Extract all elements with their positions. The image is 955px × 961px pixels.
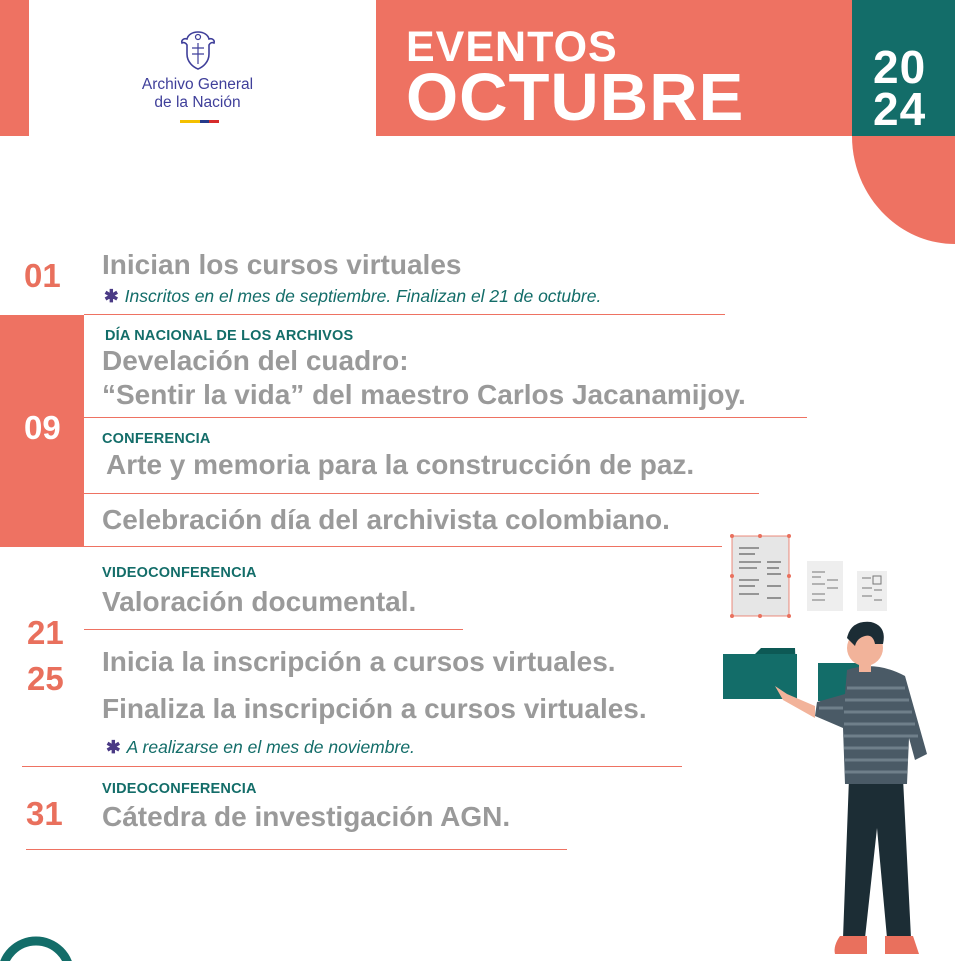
event-label: CONFERENCIA [102, 431, 211, 447]
year-bottom: 24 [873, 83, 927, 135]
asterisk-icon: ✱ [106, 737, 121, 757]
event-title: Finaliza la inscripción a cursos virtuales. [102, 693, 647, 724]
quarter-circle-decoration [852, 136, 955, 246]
event-title: “Sentir la vida” del maestro Carlos Jacanamijoy. [102, 379, 746, 410]
event-title: Inician los cursos virtuales [102, 249, 462, 280]
logo-line-1: Archivo General [141, 76, 254, 93]
event-note [104, 286, 601, 307]
divider [22, 766, 682, 767]
divider [26, 849, 567, 850]
divider [84, 314, 725, 315]
left-header-strip [0, 0, 29, 136]
divider [84, 493, 759, 494]
day-21: 21 [27, 614, 64, 651]
event-label: VIDEOCONFERENCIA [102, 565, 257, 581]
asterisk-icon: ✱ [104, 286, 119, 306]
event-note [106, 737, 415, 758]
divider [84, 546, 722, 547]
event-label: VIDEOCONFERENCIA [102, 781, 257, 797]
eventos-heading: EVENTOS [406, 23, 618, 71]
event-label: DÍA NACIONAL DE LOS ARCHIVOS [105, 328, 354, 344]
person-with-documents-illustration [715, 528, 955, 961]
logo-line-2: de la Nación [154, 94, 241, 111]
event-title: Cátedra de investigación AGN. [102, 801, 511, 832]
divider [84, 629, 463, 630]
event-title: Valoración documental. [102, 586, 417, 617]
divider [84, 417, 807, 418]
folder-icon [723, 648, 797, 699]
person-icon [775, 622, 927, 954]
month-heading: OCTUBRE [406, 60, 745, 135]
flag-bar [180, 120, 219, 123]
day-01: 01 [24, 257, 61, 294]
year-top: 20 [873, 41, 927, 93]
event-note-text: A realizarse en el mes de noviembre. [126, 737, 415, 757]
ring-decoration [0, 925, 80, 961]
event-title: Celebración día del archivista colombiano. [102, 504, 670, 535]
event-title: Inicia la inscripción a cursos virtuales. [102, 646, 616, 677]
event-title: Develación del cuadro: [102, 345, 409, 376]
day-31: 31 [26, 795, 63, 832]
day-25: 25 [27, 660, 64, 697]
document-icon [807, 561, 843, 611]
document-icon [857, 571, 887, 611]
coat-of-arms-icon [178, 28, 218, 72]
event-note-text: Inscritos en el mes de septiembre. Finalizan el 21 de octubre. [124, 286, 602, 306]
document-icon [730, 534, 791, 618]
agn-logo [120, 28, 275, 128]
day-09: 09 [24, 409, 61, 446]
event-title: Arte y memoria para la construcción de paz. [106, 449, 695, 480]
